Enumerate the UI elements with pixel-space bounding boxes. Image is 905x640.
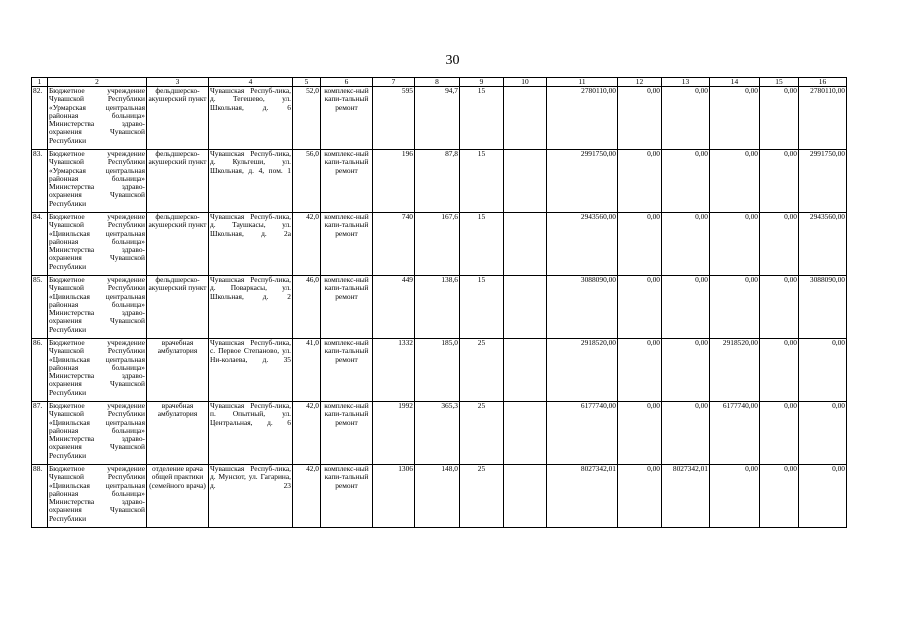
year-2-cost: 0,00 <box>662 213 710 276</box>
row-number: 84. <box>32 213 48 276</box>
total-cost: 2991750,00 <box>547 150 618 213</box>
year-5-cost: 3088090,00 <box>799 276 847 339</box>
work-type: комплекс-ный капи-тальный ремонт <box>321 87 373 150</box>
row-number: 82. <box>32 87 48 150</box>
area-value: 41,0 <box>293 339 321 402</box>
area-value: 42,0 <box>293 213 321 276</box>
organization-name: Бюджетное учреждение Чувашской Республики «Цивильская центральная районная больница» Министерства здраво-охранения Чувашской Республики <box>48 213 147 276</box>
column-number: 4 <box>209 78 293 87</box>
year-2-cost: 8027342,01 <box>662 465 710 528</box>
table-row <box>32 465 847 528</box>
year-4-cost: 0,00 <box>760 339 799 402</box>
area-value: 42,0 <box>293 465 321 528</box>
distance-value: 94,7 <box>415 87 460 150</box>
year-3-cost: 2918520,00 <box>710 339 760 402</box>
population-served: 740 <box>373 213 415 276</box>
table-row <box>32 150 847 213</box>
column-10-value <box>504 150 547 213</box>
facility-address: Чувашская Респуб-лика, д. Поваркасы, ул. Школьная, д. 2 <box>209 276 293 339</box>
area-value: 42,0 <box>293 402 321 465</box>
year-2-cost: 0,00 <box>662 276 710 339</box>
row-number: 88. <box>32 465 48 528</box>
column-10-value <box>504 465 547 528</box>
visits-value: 15 <box>460 150 504 213</box>
visits-value: 15 <box>460 276 504 339</box>
facility-type: врачебная амбулатория <box>147 339 209 402</box>
year-4-cost: 0,00 <box>760 402 799 465</box>
year-1-cost: 0,00 <box>618 87 662 150</box>
facility-address: Чувашская Респуб-лика, д. Тегешево, ул. Школьная, д. 6 <box>209 87 293 150</box>
population-served: 595 <box>373 87 415 150</box>
column-number: 8 <box>415 78 460 87</box>
year-1-cost: 0,00 <box>618 150 662 213</box>
year-1-cost: 0,00 <box>618 276 662 339</box>
table-row <box>32 213 847 276</box>
distance-value: 148,0 <box>415 465 460 528</box>
column-number-row <box>32 78 847 87</box>
total-cost: 2943560,00 <box>547 213 618 276</box>
organization-name: Бюджетное учреждение Чувашской Республики «Цивильская центральная районная больница» Министерства здраво-охранения Чувашской Республики <box>48 339 147 402</box>
year-3-cost: 0,00 <box>710 465 760 528</box>
year-1-cost: 0,00 <box>618 213 662 276</box>
year-2-cost: 0,00 <box>662 402 710 465</box>
year-3-cost: 0,00 <box>710 276 760 339</box>
distance-value: 138,6 <box>415 276 460 339</box>
page-number: 30 <box>445 53 460 68</box>
work-type: комплекс-ный капи-тальный ремонт <box>321 150 373 213</box>
total-cost: 2780110,00 <box>547 87 618 150</box>
work-type: комплекс-ный капи-тальный ремонт <box>321 213 373 276</box>
year-4-cost: 0,00 <box>760 276 799 339</box>
column-10-value <box>504 339 547 402</box>
organization-name: Бюджетное учреждение Чувашской Республики «Цивильская центральная районная больница» Министерства здраво-охранения Чувашской Республики <box>48 276 147 339</box>
distance-value: 167,6 <box>415 213 460 276</box>
year-5-cost: 0,00 <box>799 465 847 528</box>
column-number: 3 <box>147 78 209 87</box>
year-5-cost: 2991750,00 <box>799 150 847 213</box>
year-1-cost: 0,00 <box>618 402 662 465</box>
work-type: комплекс-ный капи-тальный ремонт <box>321 465 373 528</box>
column-number: 13 <box>662 78 710 87</box>
row-number: 85. <box>32 276 48 339</box>
organization-name: Бюджетное учреждение Чувашской Республики «Цивильская центральная районная больница» Министерства здраво-охранения Чувашской Республики <box>48 465 147 528</box>
year-3-cost: 0,00 <box>710 150 760 213</box>
year-2-cost: 0,00 <box>662 150 710 213</box>
table-row <box>32 276 847 339</box>
year-5-cost: 0,00 <box>799 402 847 465</box>
total-cost: 3088090,00 <box>547 276 618 339</box>
column-10-value <box>504 402 547 465</box>
column-10-value <box>504 87 547 150</box>
table-row <box>32 87 847 150</box>
facility-type: врачебная амбулатория <box>147 402 209 465</box>
total-cost: 2918520,00 <box>547 339 618 402</box>
year-4-cost: 0,00 <box>760 213 799 276</box>
table-row <box>32 402 847 465</box>
row-number: 86. <box>32 339 48 402</box>
population-served: 449 <box>373 276 415 339</box>
organization-name: Бюджетное учреждение Чувашской Республики «Цивильская центральная районная больница» Министерства здраво-охранения Чувашской Республики <box>48 402 147 465</box>
year-4-cost: 0,00 <box>760 87 799 150</box>
visits-value: 25 <box>460 402 504 465</box>
population-served: 1992 <box>373 402 415 465</box>
population-served: 196 <box>373 150 415 213</box>
row-number: 83. <box>32 150 48 213</box>
row-number: 87. <box>32 402 48 465</box>
facility-address: Чувашская Респуб-лика, д. Мунсют, ул. Гагарина, д. 23 <box>209 465 293 528</box>
area-value: 46,0 <box>293 276 321 339</box>
visits-value: 25 <box>460 465 504 528</box>
column-number: 10 <box>504 78 547 87</box>
work-type: комплекс-ный капи-тальный ремонт <box>321 339 373 402</box>
facility-type: фельдшерско-акушерский пункт <box>147 150 209 213</box>
visits-value: 15 <box>460 213 504 276</box>
column-number: 9 <box>460 78 504 87</box>
visits-value: 25 <box>460 339 504 402</box>
organization-name: Бюджетное учреждение Чувашской Республики «Урмарская центральная районная больница» Министерства здраво-охранения Чувашской Республики <box>48 150 147 213</box>
facility-address: Чувашская Респуб-лика, д. Таушкасы, ул. Школьная, д. 2а <box>209 213 293 276</box>
distance-value: 87,8 <box>415 150 460 213</box>
facility-address: Чувашская Респуб-лика, п. Опытный, ул. Центральная, д. 6 <box>209 402 293 465</box>
area-value: 52,0 <box>293 87 321 150</box>
year-4-cost: 0,00 <box>760 150 799 213</box>
year-5-cost: 2780110,00 <box>799 87 847 150</box>
facility-type: фельдшерско-акушерский пункт <box>147 213 209 276</box>
work-type: комплекс-ный капи-тальный ремонт <box>321 276 373 339</box>
column-10-value <box>504 276 547 339</box>
facility-type: фельдшерско-акушерский пункт <box>147 87 209 150</box>
population-served: 1306 <box>373 465 415 528</box>
facility-type: отделение врача общей практики (семейного врача) <box>147 465 209 528</box>
organization-name: Бюджетное учреждение Чувашской Республики «Урмарская центральная районная больница» Министерства здраво-охранения Чувашской Республики <box>48 87 147 150</box>
column-10-value <box>504 213 547 276</box>
year-2-cost: 0,00 <box>662 87 710 150</box>
column-number: 2 <box>48 78 147 87</box>
year-4-cost: 0,00 <box>760 465 799 528</box>
column-number: 11 <box>547 78 618 87</box>
area-value: 56,0 <box>293 150 321 213</box>
visits-value: 15 <box>460 87 504 150</box>
column-number: 15 <box>760 78 799 87</box>
year-2-cost: 0,00 <box>662 339 710 402</box>
year-5-cost: 0,00 <box>799 339 847 402</box>
column-number: 7 <box>373 78 415 87</box>
total-cost: 8027342,01 <box>547 465 618 528</box>
distance-value: 365,3 <box>415 402 460 465</box>
year-1-cost: 0,00 <box>618 339 662 402</box>
table-body <box>32 78 847 528</box>
facility-type: фельдшерско-акушерский пункт <box>147 276 209 339</box>
year-5-cost: 2943560,00 <box>799 213 847 276</box>
population-served: 1332 <box>373 339 415 402</box>
total-cost: 6177740,00 <box>547 402 618 465</box>
column-number: 16 <box>799 78 847 87</box>
register-table <box>31 77 847 528</box>
facility-address: Чувашская Респуб-лика, д. Кульгеши, ул. Школьная, д. 4, пом. 1 <box>209 150 293 213</box>
column-number: 14 <box>710 78 760 87</box>
facility-address: Чувашская Респуб-лика, с. Первое Степаново, ул. Ни-колаева, д. 35 <box>209 339 293 402</box>
column-number: 6 <box>321 78 373 87</box>
column-number: 12 <box>618 78 662 87</box>
year-1-cost: 0,00 <box>618 465 662 528</box>
year-3-cost: 6177740,00 <box>710 402 760 465</box>
distance-value: 185,0 <box>415 339 460 402</box>
table-row <box>32 339 847 402</box>
year-3-cost: 0,00 <box>710 213 760 276</box>
work-type: комплекс-ный капи-тальный ремонт <box>321 402 373 465</box>
column-number: 1 <box>32 78 48 87</box>
year-3-cost: 0,00 <box>710 87 760 150</box>
column-number: 5 <box>293 78 321 87</box>
